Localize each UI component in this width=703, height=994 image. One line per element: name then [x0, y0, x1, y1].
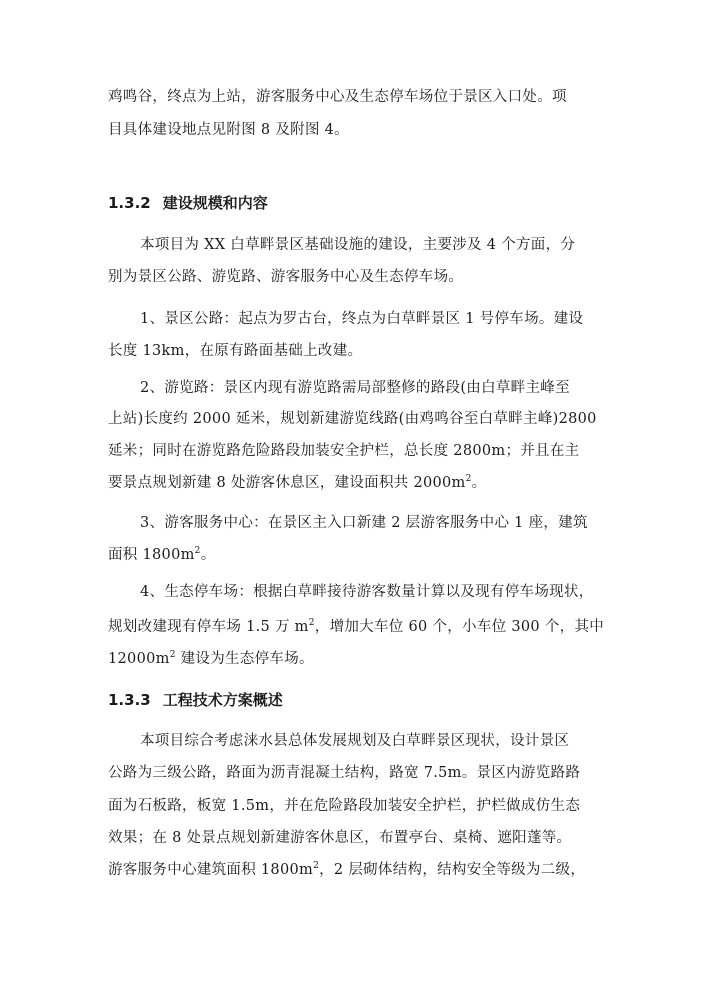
- paragraph-line: 目具体建设地点见附图 8 及附图 4。: [108, 122, 349, 138]
- superscript: 2: [169, 650, 176, 661]
- paragraph-line: 本项目为 XX 白草畔景区基础设施的建设，主要涉及 4 个方面，分: [140, 237, 576, 253]
- paragraph-line: 鸡鸣谷，终点为上站，游客服务中心及生态停车场位于景区入口处。项: [108, 89, 567, 105]
- list-item-line: [108, 618, 604, 636]
- paragraph-line: 面为石板路，板宽 1.5m，并在危险路段加装安全护栏，护栏做成仿生态: [108, 798, 581, 814]
- paragraph-line: 公路为三级公路，路面为沥青混凝土结构，路宽 7.5m。景区内游览路路: [108, 765, 581, 781]
- text-run: 面积 1800m: [108, 547, 195, 563]
- list-item-line: [108, 650, 314, 668]
- paragraph-line: 别为景区公路、游览路、游客服务中心及生态停车场。: [108, 269, 464, 285]
- text-run: ，增加大车位 60 个，小车位 300 个，其中: [314, 619, 605, 635]
- text-run: 。: [200, 547, 216, 563]
- list-item-line: 2、游览路：景区内现有游览路需局部整修的路段(由白草畔主峰至: [140, 380, 570, 396]
- superscript: 2: [308, 618, 315, 629]
- paragraph-line: 本项目综合考虑涞水县总体发展规划及白草畔景区现状，设计景区: [140, 733, 570, 749]
- text-run: 游客服务中心建筑面积 1800m: [108, 862, 314, 878]
- superscript: 2: [194, 546, 201, 557]
- superscript: 2: [465, 474, 472, 485]
- section-title: 建设规模和内容: [162, 194, 268, 212]
- section-title: 工程技术方案概述: [162, 691, 283, 709]
- superscript: 2: [313, 861, 320, 872]
- text-run: 。: [471, 475, 487, 491]
- text-run: 要景点规划新建 8 处游客休息区，建设面积共 2000m: [108, 475, 466, 491]
- list-item-line: 4、生态停车场：根据白草畔接待游客数量计算以及现有停车场现状，: [140, 584, 594, 600]
- list-item-line: 长度 13km，在原有路面基础上改建。: [108, 343, 363, 359]
- text-run: 规划改建现有停车场 1.5 万 m: [108, 619, 309, 635]
- text-run: ，2 层砌体结构，结构安全等级为二级，: [319, 862, 586, 878]
- text-run: 12000m: [108, 651, 170, 667]
- section-heading-1-3-2: [108, 194, 268, 212]
- list-item-line: 3、游客服务中心：在景区主入口新建 2 层游客服务中心 1 座，建筑: [140, 515, 588, 531]
- paragraph-line: 效果；在 8 处景点规划新建游客休息区，布置亭台、桌椅、遮阳蓬等。: [108, 830, 572, 846]
- section-number: 1.3.2: [108, 194, 151, 212]
- list-item-line: [108, 474, 486, 492]
- section-number: 1.3.3: [108, 691, 151, 709]
- list-item-line: 延米；同时在游览路危险路段加装安全护栏，总长度 2800m；并且在主: [108, 443, 580, 459]
- list-item-line: 1、景区公路：起点为罗古台，终点为白草畔景区 1 号停车场。建设: [140, 311, 584, 327]
- list-item-line: [108, 546, 216, 564]
- list-item-line: 上站)长度约 2000 延米，规划新建游览线路(由鸡鸣谷至白草畔主峰)2800: [108, 411, 597, 427]
- paragraph-line: [108, 861, 585, 879]
- text-run: 建设为生态停车场。: [175, 651, 314, 667]
- section-heading-1-3-3: [108, 691, 283, 709]
